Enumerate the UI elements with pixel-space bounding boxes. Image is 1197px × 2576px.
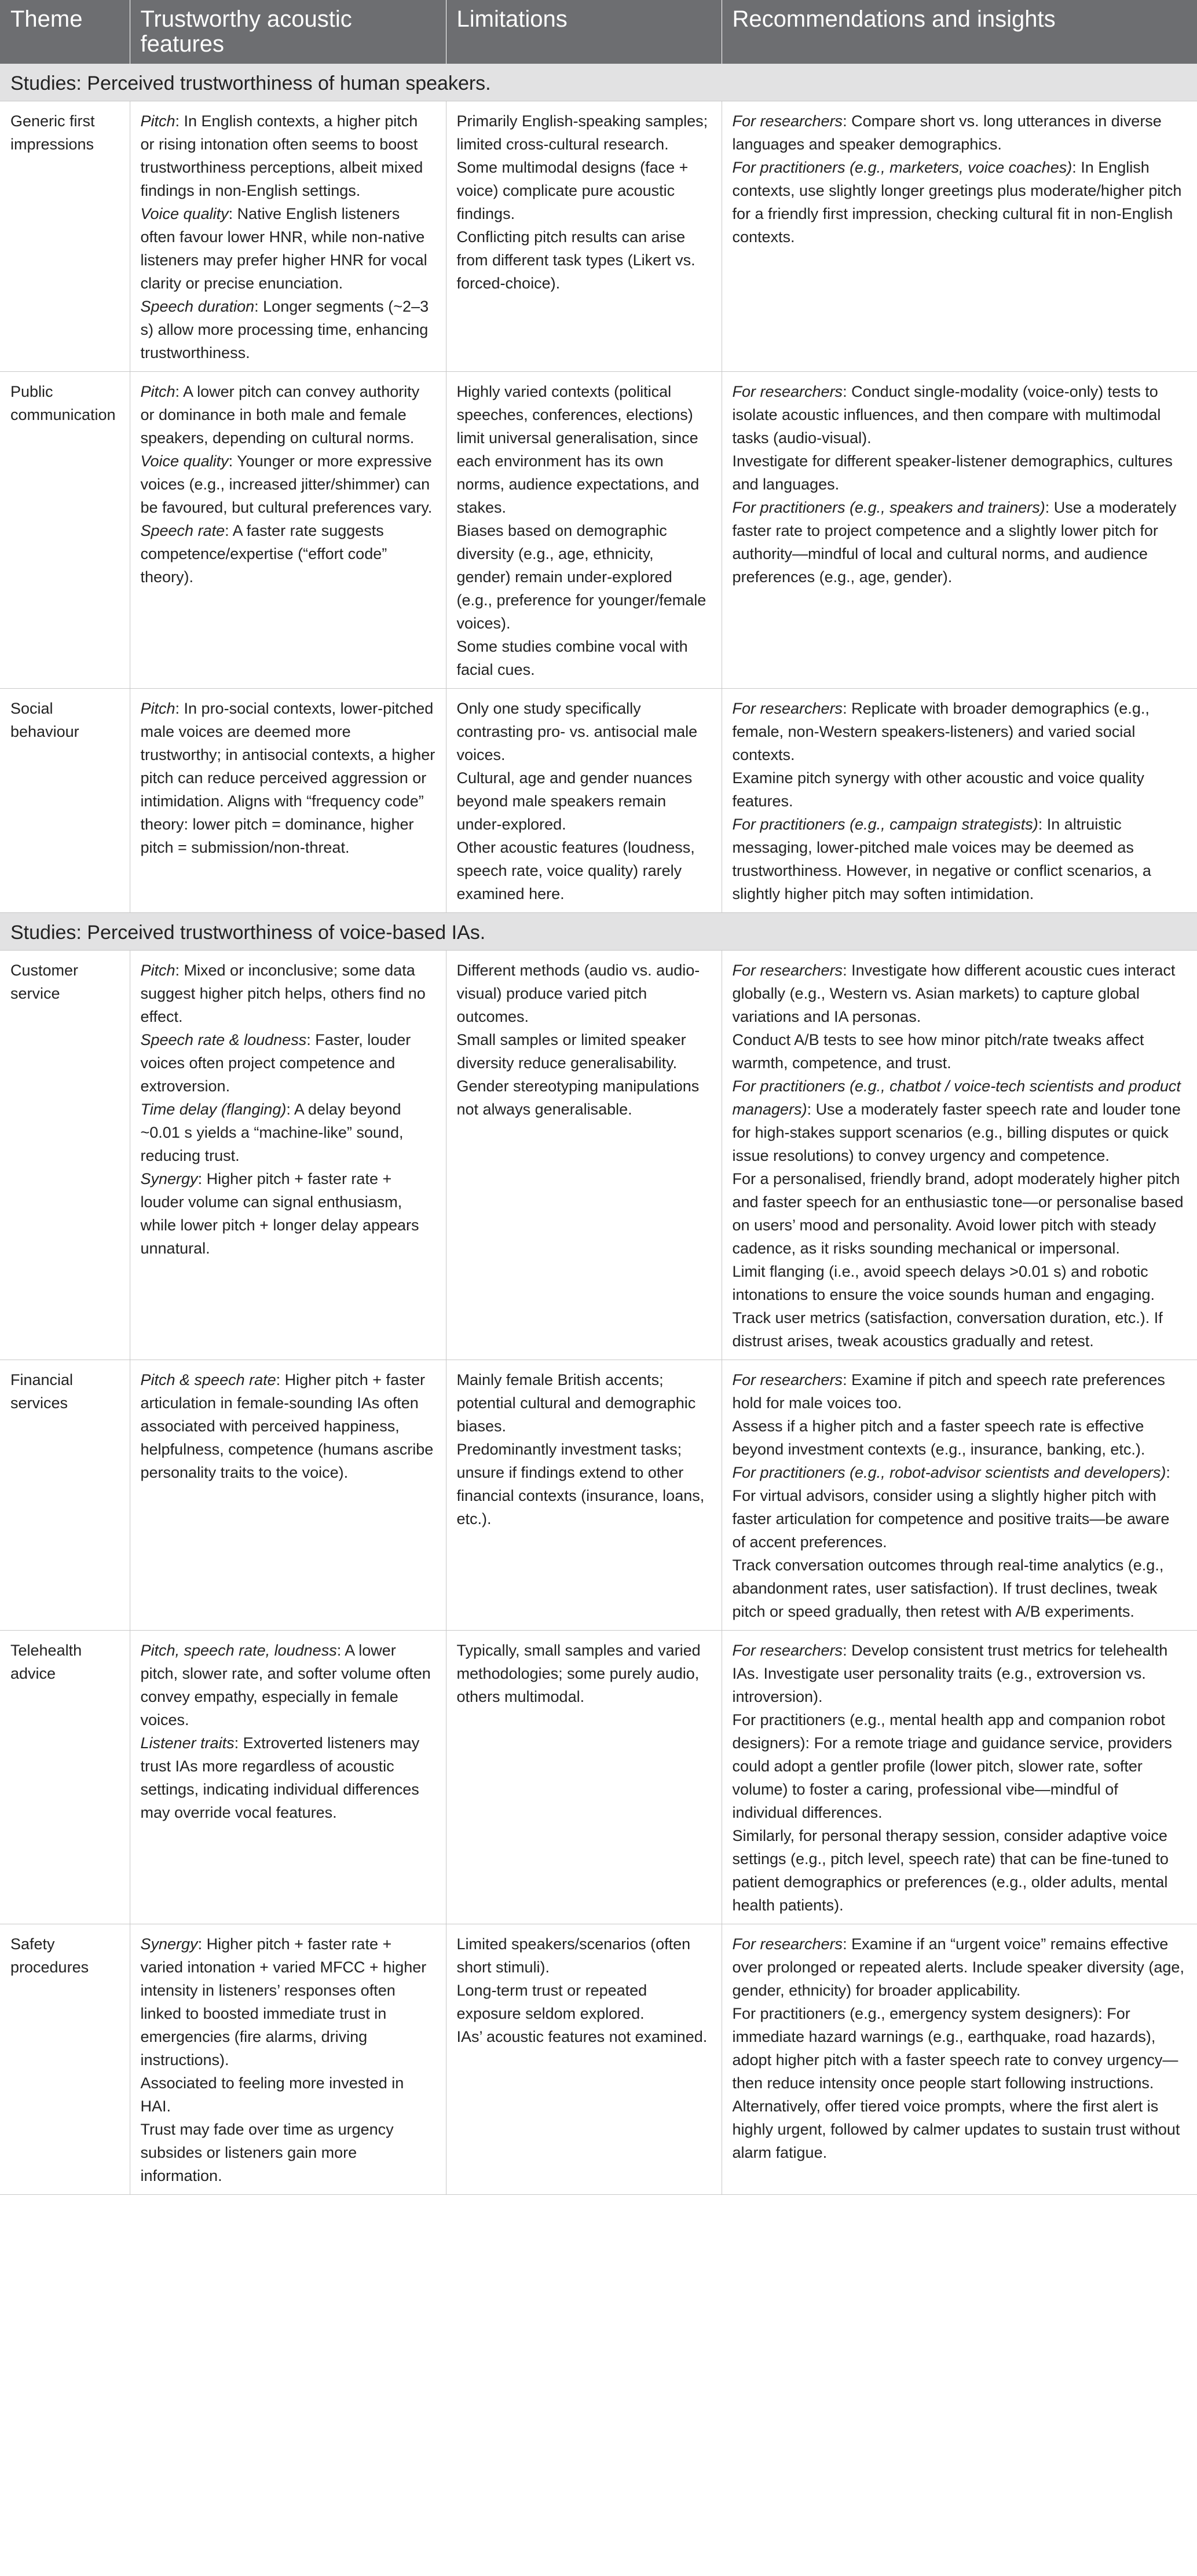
- cell-paragraph: [733, 1368, 1187, 1415]
- header-row: [0, 0, 1197, 64]
- cell-paragraph: [733, 1639, 1187, 1708]
- cell-paragraph: [733, 2095, 1187, 2164]
- cell-paragraph: [457, 635, 711, 681]
- cell-paragraph: [457, 519, 711, 635]
- cell-paragraph: [457, 380, 711, 519]
- paragraph-text: : Compare short vs. long utterances in diverse languages and speaker demographics.: [732, 112, 1162, 153]
- cell-paragraph: [141, 1368, 435, 1484]
- paragraph-lead: For researchers: [732, 1642, 843, 1659]
- paragraph-text: Mainly female British accents; potential cultural and demographic biases.: [456, 1371, 696, 1435]
- cell-paragraph: [733, 813, 1187, 905]
- paragraph-lead: For practitioners (e.g., chatbot / voice-tech scientists and product managers): [732, 1077, 1181, 1118]
- cell-paragraph: [141, 2118, 435, 2187]
- cell-paragraph: [733, 450, 1187, 496]
- features-cell: [130, 689, 446, 913]
- paragraph-text: : Longer segments (~2–3 s) allow more processing time, enhancing trustworthiness.: [140, 298, 429, 361]
- cell-paragraph: [457, 2025, 711, 2048]
- header-recommendations: Recommendations and insights: [722, 0, 1197, 64]
- paragraph-lead: For researchers: [732, 700, 843, 717]
- paragraph-text: : Higher pitch + faster articulation in female-sounding IAs often associated with perceived happiness, helpfulness, competence (humans ascribe personality traits to the voice).: [140, 1371, 434, 1481]
- cell-paragraph: [141, 1098, 435, 1167]
- paragraph-text: For practitioners (e.g., mental health app and companion robot designers): For a remote triage and guidance service, providers could adopt a gentler profile (lower pitch, slower rate, softer volume) to foster a caring, professional vibe—mindful of individual differences.: [732, 1711, 1172, 1821]
- cell-paragraph: [457, 1075, 711, 1121]
- paragraph-text: : In altruistic messaging, lower-pitched male voices may be deemed as trustworthiness. However, in negative or conflict scenarios, a slightly higher pitch may soften intimidation.: [732, 816, 1151, 902]
- paragraph-lead: For practitioners (e.g., marketers, voice coaches): [732, 159, 1072, 176]
- paragraph-text: : Faster, louder voices often project competence and extroversion.: [140, 1031, 411, 1095]
- cell-paragraph: [141, 1639, 435, 1731]
- theme-cell: Telehealth advice: [0, 1631, 130, 1924]
- paragraph-text: : Conduct single-modality (voice-only) tests to isolate acoustic influences, and then compare with multimodal tasks (audio-visual).: [732, 383, 1161, 447]
- paragraph-lead: For practitioners (e.g., robot-advisor scientists and developers): [732, 1464, 1166, 1481]
- section-title: Studies: Perceived trustworthiness of voice-based IAs.: [0, 913, 1197, 951]
- paragraph-text: : A delay beyond ~0.01 s yields a “machine-like” sound, reducing trust.: [140, 1101, 404, 1164]
- paragraph-lead: Voice quality: [140, 205, 229, 222]
- cell-paragraph: [457, 1438, 711, 1530]
- cell-paragraph: [457, 959, 711, 1028]
- paragraph-text: Conduct A/B tests to see how minor pitch/rate tweaks affect warmth, competence, and trust.: [732, 1031, 1144, 1072]
- cell-paragraph: [733, 109, 1187, 156]
- theme-cell: Public communication: [0, 372, 130, 689]
- theme-cell: Financial services: [0, 1360, 130, 1631]
- cell-paragraph: [141, 202, 435, 295]
- paragraph-lead: Voice quality: [140, 452, 229, 470]
- paragraph-text: For practitioners (e.g., emergency system designers): For immediate hazard warnings (e.g., earthquake, road hazards), adopt higher pitch with a faster speech rate to convey urgency—then reduce intensity once people start following instructions.: [732, 2005, 1178, 2092]
- cell-paragraph: [141, 450, 435, 519]
- table-row: [0, 101, 1197, 372]
- cell-paragraph: [457, 1979, 711, 2025]
- paragraph-text: Cultural, age and gender nuances beyond male speakers remain under-explored.: [456, 769, 693, 833]
- cell-paragraph: [141, 1731, 435, 1824]
- paragraph-text: Investigate for different speaker-listener demographics, cultures and languages.: [732, 452, 1173, 493]
- cell-paragraph: [457, 766, 711, 836]
- paragraph-text: Assess if a higher pitch and a faster speech rate is effective beyond investment contexts (e.g., insurance, banking, etc.).: [732, 1417, 1145, 1458]
- cell-paragraph: [733, 156, 1187, 249]
- cell-paragraph: [141, 697, 435, 859]
- features-cell: [130, 101, 446, 372]
- paragraph-lead: Listener traits: [140, 1734, 235, 1752]
- paragraph-text: : A lower pitch, slower rate, and softer volume often convey empathy, especially in female voices.: [140, 1642, 431, 1729]
- paragraph-text: : Mixed or inconclusive; some data suggest higher pitch helps, others find no effect.: [140, 962, 426, 1025]
- limitations-cell: [446, 101, 722, 372]
- cell-paragraph: [733, 697, 1187, 766]
- cell-paragraph: [141, 959, 435, 1028]
- paragraph-text: Limited speakers/scenarios (often short stimuli).: [456, 1935, 691, 1976]
- paragraph-lead: Time delay (flanging): [140, 1101, 287, 1118]
- limitations-cell: [446, 1360, 722, 1631]
- paragraph-text: : Younger or more expressive voices (e.g., increased jitter/shimmer) can be favoured, but cultural preferences vary.: [140, 452, 433, 516]
- paragraph-lead: Synergy: [140, 1170, 198, 1187]
- paragraph-text: Associated to feeling more invested in HAI.: [140, 2074, 404, 2115]
- features-cell: [130, 372, 446, 689]
- paragraph-text: Similarly, for personal therapy session, consider adaptive voice settings (e.g., pitch level, speech rate) that can be fine-tuned to patient demographics or preferences (e.g., older adults, mental health patients).: [732, 1827, 1169, 1914]
- cell-paragraph: [141, 295, 435, 364]
- paragraph-text: Predominantly investment tasks; unsure if findings extend to other financial contexts (insurance, loans, etc.).: [456, 1441, 705, 1528]
- section-header-row: [0, 64, 1197, 101]
- paragraph-lead: Speech rate & loudness: [140, 1031, 307, 1048]
- theme-cell: Safety procedures: [0, 1924, 130, 2195]
- paragraph-lead: Pitch: [140, 112, 175, 130]
- cell-paragraph: [733, 1167, 1187, 1260]
- paragraph-text: : Examine if an “urgent voice” remains effective over prolonged or repeated alerts. Include speaker diversity (age, gender, ethnicity) for broader applicability.: [732, 1935, 1184, 1999]
- recommendations-cell: [722, 1360, 1197, 1631]
- paragraph-lead: Synergy: [140, 1935, 198, 1953]
- paragraph-lead: Speech rate: [140, 522, 225, 539]
- cell-paragraph: [733, 1824, 1187, 1917]
- table-row: [0, 1924, 1197, 2195]
- cell-paragraph: [141, 109, 435, 202]
- paragraph-text: : Replicate with broader demographics (e.g., female, non-Western speakers-listeners) and varied social contexts.: [732, 700, 1150, 763]
- paragraph-lead: For researchers: [732, 1935, 843, 1953]
- table-row: [0, 951, 1197, 1360]
- paragraph-text: : In pro-social contexts, lower-pitched male voices are deemed more trustworthy; in antisocial contexts, a higher pitch can reduce perceived aggression or intimidation. Aligns with “frequency code” theory: lower pitch = dominance, higher pitch = submission/non-threat.: [140, 700, 435, 856]
- paragraph-text: : Higher pitch + faster rate + louder volume can signal enthusiasm, while lower pitch + longer delay appears unnatural.: [140, 1170, 419, 1257]
- paragraph-text: Track conversation outcomes through real-time analytics (e.g., abandonment rates, user satisfaction). If trust declines, tweak pitch or speed gradually, then retest with A/B experiments.: [732, 1556, 1164, 1620]
- paragraph-text: Some multimodal designs (face + voice) complicate pure acoustic findings.: [456, 159, 689, 222]
- section-header-row: [0, 913, 1197, 951]
- paragraph-lead: Pitch, speech rate, loudness: [140, 1642, 337, 1659]
- paragraph-text: Typically, small samples and varied methodologies; some purely audio, others multimodal.: [456, 1642, 701, 1705]
- cell-paragraph: [457, 1368, 711, 1438]
- paragraph-lead: Speech duration: [140, 298, 255, 315]
- paragraph-text: Alternatively, offer tiered voice prompts, where the first alert is highly urgent, followed by calmer updates to sustain trust without alarm fatigue.: [732, 2098, 1180, 2161]
- paragraph-text: : Develop consistent trust metrics for telehealth IAs. Investigate user personality traits (e.g., extroversion vs. introversion).: [732, 1642, 1168, 1705]
- cell-paragraph: [457, 1028, 711, 1075]
- paragraph-lead: Pitch & speech rate: [140, 1371, 276, 1389]
- paragraph-text: : Extroverted listeners may trust IAs more regardless of acoustic settings, indicating individual differences may override vocal features.: [140, 1734, 420, 1821]
- cell-paragraph: [733, 959, 1187, 1028]
- paragraph-lead: Pitch: [140, 700, 175, 717]
- paragraph-lead: Pitch: [140, 383, 175, 400]
- paragraph-text: : Investigate how different acoustic cues interact globally (e.g., Western vs. Asian markets) to capture global variations and IA personas.: [732, 962, 1176, 1025]
- table-row: [0, 1360, 1197, 1631]
- section-title: Studies: Perceived trustworthiness of human speakers.: [0, 64, 1197, 101]
- cell-paragraph: [733, 1415, 1187, 1461]
- cell-paragraph: [733, 1075, 1187, 1167]
- cell-paragraph: [457, 156, 711, 225]
- table-row: [0, 689, 1197, 913]
- recommendations-cell: [722, 951, 1197, 1360]
- theme-cell: Social behaviour: [0, 689, 130, 913]
- paragraph-text: : A faster rate suggests competence/expertise (“effort code” theory).: [140, 522, 387, 586]
- paragraph-text: : Native English listeners often favour lower HNR, while non-native listeners may prefer higher HNR for vocal clarity or precise enunciation.: [140, 205, 427, 292]
- features-cell: [130, 951, 446, 1360]
- features-cell: [130, 1631, 446, 1924]
- cell-paragraph: [733, 1932, 1187, 2002]
- paragraph-text: Highly varied contexts (political speeches, conferences, elections) limit universal generalisation, since each environment has its own norms, audience expectations, and stakes.: [456, 383, 700, 516]
- paragraph-text: Primarily English-speaking samples; limited cross-cultural research.: [456, 112, 708, 153]
- paragraph-text: : Examine if pitch and speech rate preferences hold for male voices too.: [732, 1371, 1165, 1412]
- paragraph-text: Different methods (audio vs. audio-visual) produce varied pitch outcomes.: [456, 962, 700, 1025]
- limitations-cell: [446, 951, 722, 1360]
- features-cell: [130, 1360, 446, 1631]
- paragraph-text: Track user metrics (satisfaction, conversation duration, etc.). If distrust arises, tweak acoustics gradually and retest.: [732, 1309, 1163, 1350]
- cell-paragraph: [733, 1028, 1187, 1075]
- paragraph-text: Small samples or limited speaker diversity reduce generalisability.: [456, 1031, 686, 1072]
- limitations-cell: [446, 1924, 722, 2195]
- cell-paragraph: [733, 1708, 1187, 1824]
- paragraph-text: Gender stereotyping manipulations not always generalisable.: [456, 1077, 700, 1118]
- paragraph-text: Conflicting pitch results can arise from different task types (Likert vs. forced-choice).: [456, 228, 695, 292]
- cell-paragraph: [733, 1461, 1187, 1554]
- paragraph-text: : In English contexts, use slightly longer greetings plus moderate/higher pitch for a friendly first impression, checking cultural fit in non-English contexts.: [732, 159, 1182, 246]
- paragraph-text: Trust may fade over time as urgency subsides or listeners gain more information.: [140, 2121, 394, 2184]
- recommendations-cell: [722, 1631, 1197, 1924]
- paragraph-text: IAs’ acoustic features not examined.: [456, 2028, 708, 2045]
- cell-paragraph: [457, 1932, 711, 1979]
- header-features: Trustworthy acoustic features: [130, 0, 446, 64]
- table-body: [0, 64, 1197, 2195]
- cell-paragraph: [141, 380, 435, 450]
- theme-cell: Generic first impressions: [0, 101, 130, 372]
- recommendations-cell: [722, 101, 1197, 372]
- cell-paragraph: [457, 836, 711, 905]
- features-cell: [130, 1924, 446, 2195]
- table-row: [0, 372, 1197, 689]
- limitations-cell: [446, 1631, 722, 1924]
- cell-paragraph: [141, 519, 435, 589]
- recommendations-cell: [722, 372, 1197, 689]
- limitations-cell: [446, 372, 722, 689]
- cell-paragraph: [457, 109, 711, 156]
- paragraph-text: : A lower pitch can convey authority or dominance in both male and female speakers, depending on cultural norms.: [140, 383, 420, 447]
- paragraph-lead: For practitioners (e.g., campaign strategists): [732, 816, 1038, 833]
- header-limitations: Limitations: [446, 0, 722, 64]
- paragraph-text: Some studies combine vocal with facial cues.: [456, 638, 688, 678]
- paragraph-lead: For practitioners (e.g., speakers and trainers): [732, 499, 1045, 516]
- theme-cell: Customer service: [0, 951, 130, 1360]
- cell-paragraph: [141, 2071, 435, 2118]
- cell-paragraph: [457, 1639, 711, 1708]
- cell-paragraph: [141, 1932, 435, 2071]
- cell-paragraph: [457, 697, 711, 766]
- cell-paragraph: [457, 225, 711, 295]
- paragraph-text: : Use a moderately faster rate to project competence and a slightly lower pitch for authority—mindful of local and cultural norms, and audience preferences (e.g., age, gender).: [732, 499, 1177, 586]
- paragraph-text: Limit flanging (i.e., avoid speech delays >0.01 s) and robotic intonations to ensure the voice sounds human and engaging.: [732, 1263, 1155, 1303]
- cell-paragraph: [733, 766, 1187, 813]
- paragraph-text: Long-term trust or repeated exposure seldom explored.: [456, 1982, 647, 2022]
- cell-paragraph: [733, 380, 1187, 450]
- paragraph-lead: For researchers: [732, 112, 843, 130]
- cell-paragraph: [141, 1028, 435, 1098]
- paragraph-text: : In English contexts, a higher pitch or rising intonation often seems to boost trustworthiness perceptions, albeit mixed findings in non-English settings.: [140, 112, 423, 199]
- paragraph-text: Only one study specifically contrasting pro- vs. antisocial male voices.: [456, 700, 698, 763]
- cell-paragraph: [733, 496, 1187, 589]
- paragraph-text: : Higher pitch + faster rate + varied intonation + varied MFCC + higher intensity in listeners’ responses often linked to boosted immediate trust in emergencies (fire alarms, driving instructions).: [140, 1935, 427, 2069]
- paragraph-text: Biases based on demographic diversity (e.g., age, ethnicity, gender) remain under-explored (e.g., preference for younger/female voices).: [456, 522, 707, 632]
- paragraph-lead: For researchers: [732, 962, 843, 979]
- paragraph-text: Other acoustic features (loudness, speech rate, voice quality) rarely examined here.: [456, 839, 695, 902]
- cell-paragraph: [733, 2002, 1187, 2095]
- paragraph-text: Examine pitch synergy with other acoustic and voice quality features.: [732, 769, 1144, 810]
- header-theme: Theme: [0, 0, 130, 64]
- cell-paragraph: [733, 1306, 1187, 1353]
- table-row: [0, 1631, 1197, 1924]
- paragraph-text: For a personalised, friendly brand, adopt moderately higher pitch and faster speech for an enthusiastic tone—or personalise based on users’ mood and personality. Avoid lower pitch with steady cadence, as it risks sounding mechanical or impersonal.: [732, 1170, 1184, 1257]
- cell-paragraph: [733, 1554, 1187, 1623]
- recommendations-cell: [722, 1924, 1197, 2195]
- paragraph-text: : For virtual advisors, consider using a slightly higher pitch with faster articulation for competence and positive traits—be aware of accent preferences.: [732, 1464, 1170, 1551]
- cell-paragraph: [733, 1260, 1187, 1306]
- recommendations-cell: [722, 689, 1197, 913]
- paragraph-lead: Pitch: [140, 962, 175, 979]
- cell-paragraph: [141, 1167, 435, 1260]
- paragraph-lead: For researchers: [732, 1371, 843, 1389]
- limitations-cell: [446, 689, 722, 913]
- paragraph-lead: For researchers: [732, 383, 843, 400]
- paragraph-text: : Use a moderately faster speech rate and louder tone for high-stakes support scenarios (e.g., billing disputes or quick issue resolutions) to convey urgency and competence.: [732, 1101, 1181, 1164]
